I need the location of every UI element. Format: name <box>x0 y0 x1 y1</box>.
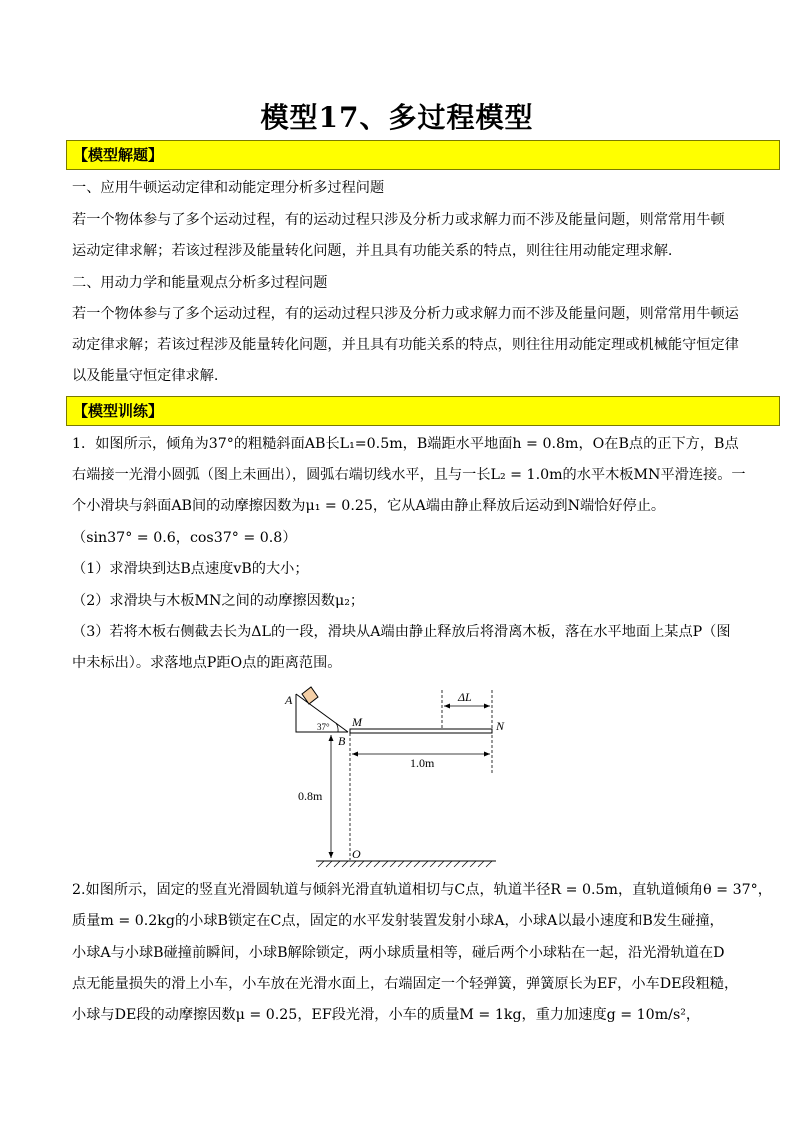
arrowhead <box>352 752 358 757</box>
label-o: O <box>352 847 361 861</box>
question-1-line: 中未标出）。求落地点P距O点的距离范围。 <box>72 655 342 671</box>
label-b: B <box>338 734 346 748</box>
board-mn <box>350 729 492 733</box>
question-1-line: （1）求滑块到达B点速度vB的大小； <box>72 561 309 577</box>
text-line: 动定律求解；若该过程涉及能量转化问题，并且具有功能关系的特点，则往往用动能定理或机械能守恒定律 <box>72 337 739 353</box>
length-label: 1.0m <box>410 756 435 770</box>
question-2-line: 质量m = 0.2kg的小球B锁定在C点，固定的水平发射装置发射小球A，小球A以最小速度和B发生碰撞， <box>72 913 724 929</box>
question-2-line: 小球A与小球B碰撞前瞬间，小球B解除锁定，两小球质量相等，碰后两个小球粘在一起，沿光滑轨道在D <box>72 945 725 961</box>
question-1-line: 右端接一光滑小圆弧（图上未画出），圆弧右端切线水平，且与一长L₂ = 1.0m的水平木板MN平滑连接。一 <box>72 467 746 483</box>
text-line: 二、用动力学和能量观点分析多过程问题 <box>72 275 328 291</box>
slider-block <box>302 687 318 704</box>
question-1-line: （3）若将木板右侧截去长为ΔL的一段，滑块从A端由静止释放后将滑离木板，落在水平地面上某点P（图 <box>72 624 731 640</box>
text-line: 若一个物体参与了多个运动过程，有的运动过程只涉及分析力或求解力而不涉及能量问题，则常常用牛顿 <box>72 212 725 228</box>
section-header-model-training: 【模型训练】 <box>66 396 780 426</box>
text-line: 运动定律求解；若该过程涉及能量转化问题，并且具有功能关系的特点，则往往用动能定理求解. <box>72 243 673 259</box>
question-1-line: 1．如图所示，倾角为37°的粗糙斜面AB长L₁=0.5m，B端距水平地面h = 0.8m，O在B点的正下方，B点 <box>72 436 739 452</box>
label-n: N <box>496 719 505 733</box>
question-2-line: 2.如图所示，固定的竖直光滑圆轨道与倾斜光滑直轨道相切与C点，轨道半径R = 0.5m，直轨道倾角θ = 37°， <box>72 882 772 898</box>
arrowhead <box>484 752 490 757</box>
angle-label: 37° <box>317 722 330 732</box>
ground-hatching <box>318 861 492 867</box>
question-1-line: 个小滑块与斜面AB间的动摩擦因数为μ₁ = 0.25，它从A端由静止释放后运动到N端恰好停止。 <box>72 498 666 514</box>
height-label: 0.8m <box>298 789 323 803</box>
label-m: M <box>352 715 362 729</box>
text-line: 若一个物体参与了多个运动过程，有的运动过程只涉及分析力或求解力而不涉及能量问题，则常常用牛顿运 <box>72 306 739 322</box>
label-a: A <box>285 693 293 707</box>
question-1-line: （sin37° = 0.6，cos37° = 0.8） <box>72 530 297 546</box>
section-header-model-solving: 【模型解题】 <box>66 140 780 170</box>
page-title: 模型17、多过程模型 <box>260 101 534 134</box>
question-2-line: 小球与DE段的动摩擦因数μ = 0.25，EF段光滑，小车的质量M = 1kg，重力加速度g = 10m/s²， <box>72 1007 701 1023</box>
question-1-line: （2）求滑块与木板MN之间的动摩擦因数μ₂； <box>72 593 365 609</box>
arrowhead <box>329 735 334 741</box>
arrowhead <box>484 704 490 709</box>
text-line: 以及能量守恒定律求解. <box>72 368 219 384</box>
arrowhead <box>329 852 334 858</box>
text-line: 一、应用牛顿运动定律和动能定理分析多过程问题 <box>72 180 385 196</box>
question-2-line: 点无能量损失的滑上小车，小车放在光滑水面上，右端固定一个轻弹簧，弹簧原长为EF，小车DE段粗糙， <box>72 976 739 992</box>
delta-l-label: ΔL <box>458 690 472 704</box>
physics-diagram <box>280 684 520 870</box>
arrowhead <box>444 704 450 709</box>
